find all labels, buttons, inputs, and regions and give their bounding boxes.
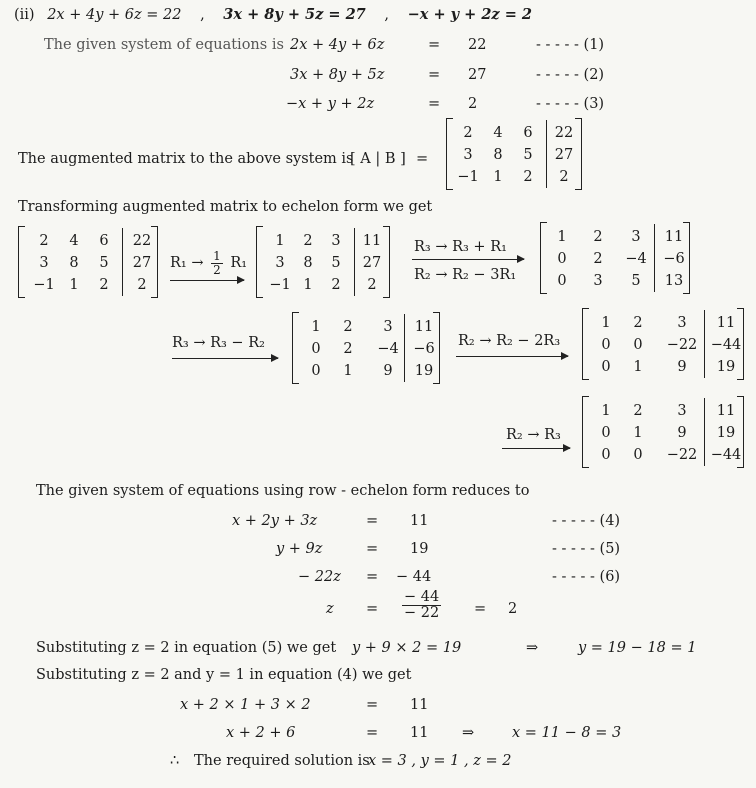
augmented-equals: = [416,151,429,167]
matrix-step-5-augment-bar [704,310,705,378]
matrix-step-4-cell: −6 [413,341,435,357]
augmented-matrix-cell: 22 [554,125,574,141]
augmented-matrix-augment-bar [546,120,547,188]
matrix-step-4-augment-bar [404,314,405,382]
matrix-step-2-cell: 27 [362,255,382,271]
calc2-result: x = 11 − 8 = 3 [512,725,622,741]
matrix-step-6-cell: 0 [601,447,611,463]
matrix-step-3-augment-bar [654,224,655,292]
system-eq-3: = [428,96,441,112]
matrix-step-2-cell: 1 [303,277,313,293]
system-rhs-3: 2 [468,96,478,112]
problem-eq2: 3x + 8y + 5z = 27 [223,6,366,23]
matrix-step-4-cell: 0 [311,341,321,357]
matrix-step-4-cell: 3 [383,319,393,335]
matrix-step-2 [256,226,390,298]
matrix-step-4-cell: 1 [343,363,353,379]
matrix-step-5-cell: −44 [710,337,742,353]
solution-values: x = 3 , y = 1 , z = 2 [368,753,512,769]
reduced-rhs-4: 11 [410,513,429,529]
matrix-step-1-cell: 4 [69,233,79,249]
op5-arrow [502,448,570,449]
z-fraction-den: − 22 [404,605,440,622]
reduced-eq-5: = [366,541,379,557]
z-lhs: z [326,601,334,617]
augmented-matrix-cell: 2 [523,169,533,185]
problem-label: (ii) [14,7,35,23]
matrix-step-5-cell: 2 [633,315,643,331]
matrix-step-5-cell: 9 [677,359,687,375]
matrix-step-3-cell: 2 [593,251,603,267]
op2-arrow [412,259,524,260]
subst1-expr: y + 9 × 2 = 19 [352,640,462,656]
matrix-step-5-cell: 1 [633,359,643,375]
calc1-lhs: x + 2 × 1 + 3 × 2 [180,697,311,713]
reduced-eq-6: = [366,569,379,585]
calc1-rhs: 11 [410,697,429,713]
op3-label: R₃ → R₃ − R₂ [172,335,265,351]
reduced-lhs-4: x + 2y + 3z [232,513,318,529]
matrix-step-2-cell: −1 [269,277,291,293]
matrix-step-3-cell: 3 [593,273,603,289]
matrix-step-1-cell: 1 [69,277,79,293]
op1-fraction [211,250,223,276]
matrix-step-2-cell: 1 [275,233,285,249]
system-tag-2: - - - - - (2) [536,67,605,83]
matrix-step-2-cell: 2 [303,233,313,249]
matrix-step-5-cell: 0 [633,337,643,353]
matrix-step-6-cell: 2 [633,403,643,419]
matrix-step-3-cell: −6 [663,251,685,267]
reduced-lhs-5: y + 9z [276,541,323,557]
op1-fraction-den: 2 [213,262,221,277]
augmented-matrix-cell: 1 [493,169,503,185]
calc1-eq: = [366,697,379,713]
subst1-text: Substituting z = 2 in equation (5) we get [36,640,337,656]
matrix-step-5-cell: 3 [677,315,687,331]
z-value: 2 [508,601,518,617]
system-tag-3: - - - - - (3) [536,96,605,112]
matrix-step-1-left-bracket [18,226,25,298]
augmented-matrix-cell: 5 [523,147,533,163]
matrix-step-3 [540,222,690,294]
reduced-lhs-6: − 22z [298,569,341,585]
reduced-tag-4: - - - - - (4) [552,513,621,529]
matrix-step-3-cell: 13 [664,273,684,289]
reduced-tag-5: - - - - - (5) [552,541,621,557]
z-fraction [402,590,441,621]
op4-arrow [456,356,568,357]
augmented-symbol: [ A | B ] [350,151,406,167]
augmented-matrix-cell: 4 [493,125,503,141]
augmented-matrix-cell: 2 [463,125,473,141]
matrix-step-1 [18,226,158,298]
matrix-step-1-cell: 22 [132,233,152,249]
system-eq-2: = [428,67,441,83]
matrix-step-1-cell: 3 [39,255,49,271]
system-lhs-2: 3x + 8y + 5z [290,67,385,83]
reduced-tag-6: - - - - - (6) [552,569,621,585]
matrix-step-1-cell: 6 [99,233,109,249]
z-fraction-num: − 44 [404,589,440,605]
op1-arrow [170,280,244,281]
matrix-step-4-cell: 1 [311,319,321,335]
op2b-label: R₂ → R₂ − 3R₁ [414,267,517,283]
matrix-step-4-cell: −4 [377,341,399,357]
augmented-matrix-cell: 8 [493,147,503,163]
op2a-label: R₃ → R₃ + R₁ [414,239,507,255]
augmented-matrix-cell: 27 [554,147,574,163]
matrix-step-5 [582,308,744,380]
matrix-step-6-cell: 1 [633,425,643,441]
matrix-step-5-left-bracket [582,308,589,380]
z-fraction-inner [402,590,441,621]
matrix-step-1-cell: 8 [69,255,79,271]
z-eq: = [366,601,379,617]
augmented-matrix-cell: 6 [523,125,533,141]
problem-statement [14,8,532,23]
matrix-step-1-augment-bar [122,228,123,296]
matrix-step-4-cell: 19 [414,363,434,379]
matrix-step-6-left-bracket [582,396,589,468]
solution-text: The required solution is [194,753,370,769]
matrix-step-6-cell: 0 [633,447,643,463]
augmented-intro: The augmented matrix to the above system is [18,151,354,167]
matrix-step-1-cell: 5 [99,255,109,271]
given-intro: The given system of equations is [44,37,284,53]
system-tag-1: - - - - - (1) [536,37,605,53]
matrix-step-4-cell: 11 [414,319,434,335]
matrix-step-5-cell: 1 [601,315,611,331]
problem-sep1: , [200,7,205,23]
calc2-rhs: 11 [410,725,429,741]
matrix-step-3-cell: 2 [593,229,603,245]
subst1-result: y = 19 − 18 = 1 [578,640,697,656]
matrix-step-6-cell: −44 [710,447,742,463]
system-lhs-3: −x + y + 2z [286,96,375,112]
matrix-step-5-cell: 11 [716,315,736,331]
matrix-step-3-cell: −4 [625,251,647,267]
system-rhs-1: 22 [468,37,487,53]
matrix-step-4-cell: 2 [343,341,353,357]
op3-arrow [172,358,278,359]
matrix-step-4 [292,312,440,384]
op1-fraction-num: 1 [213,249,221,263]
matrix-step-2-cell: 8 [303,255,313,271]
augmented-matrix-cell: 2 [559,169,569,185]
matrix-step-6-cell: 11 [716,403,736,419]
matrix-step-3-cell: 0 [557,251,567,267]
op1-prefix: R₁ → [170,255,204,272]
matrix-step-6-cell: 0 [601,425,611,441]
augmented-matrix [446,118,582,190]
matrix-step-2-left-bracket [256,226,263,298]
transform-intro: Transforming augmented matrix to echelon form we get [18,199,433,215]
matrix-step-3-cell: 11 [664,229,684,245]
op5-label: R₂ → R₃ [506,427,561,443]
reduced-eq-4: = [366,513,379,529]
matrix-step-4-cell: 0 [311,363,321,379]
matrix-step-6-cell: 1 [601,403,611,419]
matrix-step-4-left-bracket [292,312,299,384]
calc2-lhs: x + 2 + 6 [226,725,296,741]
matrix-step-6-augment-bar [704,398,705,466]
matrix-step-2-cell: 3 [331,233,341,249]
calc2-eq: = [366,725,379,741]
matrix-step-2-augment-bar [354,228,355,296]
augmented-matrix-cell: 3 [463,147,473,163]
matrix-step-2-cell: 2 [331,277,341,293]
matrix-step-3-cell: 5 [631,273,641,289]
matrix-step-1-cell: 2 [39,233,49,249]
reduced-intro: The given system of equations using row - echelon form reduces to [36,483,530,499]
matrix-step-4-cell: 9 [383,363,393,379]
system-eq-1: = [428,37,441,53]
matrix-step-3-cell: 0 [557,273,567,289]
matrix-step-1-cell: −1 [33,277,55,293]
subst1-implies: ⇒ [526,640,539,656]
matrix-step-6-cell: −22 [666,447,698,463]
matrix-step-5-cell: 0 [601,337,611,353]
matrix-step-2-cell: 2 [367,277,377,293]
op1-label [170,250,247,276]
problem-eq3: −x + y + 2z = 2 [407,6,532,23]
matrix-step-6-cell: 19 [716,425,736,441]
matrix-step-3-cell: 1 [557,229,567,245]
system-lhs-1: 2x + 4y + 6z [290,37,385,53]
matrix-step-5-cell: −22 [666,337,698,353]
matrix-step-1-cell: 2 [137,277,147,293]
system-rhs-2: 27 [468,67,487,83]
reduced-rhs-5: 19 [410,541,429,557]
matrix-step-5-cell: 0 [601,359,611,375]
subst2-text: Substituting z = 2 and y = 1 in equation (4) we get [36,667,412,683]
therefore-symbol: ∴ [170,753,180,769]
z-eq2: = [474,601,487,617]
matrix-step-6 [582,396,744,468]
problem-sep2: , [384,7,389,23]
matrix-step-6-cell: 3 [677,403,687,419]
op1-suffix: R₁ [230,255,248,272]
matrix-step-1-cell: 27 [132,255,152,271]
op4-label: R₂ → R₂ − 2R₃ [458,333,561,349]
reduced-rhs-6: − 44 [396,569,432,585]
matrix-step-1-cell: 2 [99,277,109,293]
calc2-implies: ⇒ [462,725,475,741]
matrix-step-5-cell: 19 [716,359,736,375]
matrix-step-2-cell: 5 [331,255,341,271]
matrix-step-6-cell: 9 [677,425,687,441]
matrix-step-2-cell: 3 [275,255,285,271]
problem-eq1: 2x + 4y + 6z = 22 [47,7,182,23]
matrix-step-3-cell: 3 [631,229,641,245]
matrix-step-2-cell: 11 [362,233,382,249]
augmented-matrix-cell: −1 [457,169,479,185]
matrix-step-4-cell: 2 [343,319,353,335]
